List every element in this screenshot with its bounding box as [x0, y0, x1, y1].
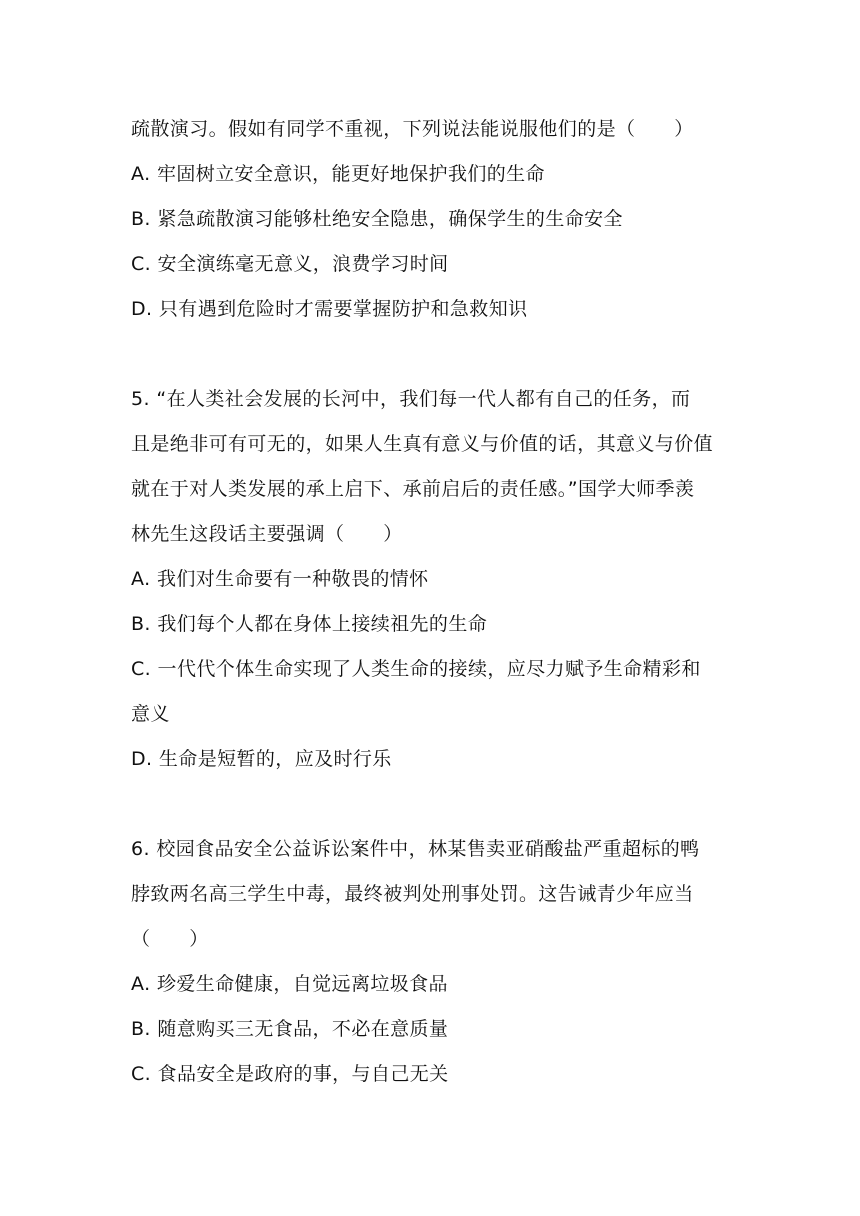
question-5-stem-line-2: 且是绝非可有可无的，如果人生真有意义与价值的话，其意义与价值	[131, 433, 714, 455]
question-4-option-b: B. 紧急疏散演习能够杜绝安全隐患，确保学生的生命安全	[131, 208, 623, 230]
question-5-option-b: B. 我们每个人都在身体上接续祖先的生命	[131, 613, 488, 635]
question-content	[131, 107, 731, 1097]
question-6	[131, 827, 731, 1097]
question-5-stem-line-3: 就在于对人类发展的承上启下、承前启后的责任感。”国学大师季羡	[131, 478, 695, 500]
question-5-option-c-continued: 意义	[131, 703, 170, 725]
question-6-stem-line-1: 6. 校园食品安全公益诉讼案件中，林某售卖亚硝酸盐严重超标的鸭	[131, 838, 700, 860]
question-5-option-a: A. 我们对生命要有一种敬畏的情怀	[131, 568, 429, 590]
question-5-option-c: C. 一代代个体生命实现了人类生命的接续，应尽力赋予生命精彩和	[131, 658, 701, 680]
question-5-stem-line-4: 林先生这段话主要强调（ ）	[131, 523, 403, 545]
question-6-stem-line-2: 脖致两名高三学生中毒，最终被判处刑事处罚。这告诫青少年应当	[131, 883, 694, 905]
question-4-option-d: D. 只有遇到危险时才需要掌握防护和急救知识	[131, 298, 528, 320]
question-6-option-a: A. 珍爱生命健康，自觉远离垃圾食品	[131, 973, 448, 995]
spacer	[131, 332, 731, 377]
question-5-stem-line-1: 5. “在人类社会发展的长河中，我们每一代人都有自己的任务，而	[131, 388, 691, 410]
question-4-option-c: C. 安全演练毫无意义，浪费学习时间	[131, 253, 449, 275]
question-5-option-d: D. 生命是短暂的，应及时行乐	[131, 748, 392, 770]
question-4-option-a: A. 牢固树立安全意识，能更好地保护我们的生命	[131, 163, 545, 185]
question-6-stem-line-3: （ ）	[131, 928, 209, 950]
spacer	[131, 782, 731, 827]
question-5	[131, 377, 731, 782]
question-4	[131, 107, 731, 332]
question-6-option-b: B. 随意购买三无食品，不必在意质量	[131, 1018, 449, 1040]
question-4-stem: 疏散演习。假如有同学不重视，下列说法能说服他们的是（ ）	[131, 118, 694, 140]
question-6-option-c: C. 食品安全是政府的事，与自己无关	[131, 1063, 449, 1085]
